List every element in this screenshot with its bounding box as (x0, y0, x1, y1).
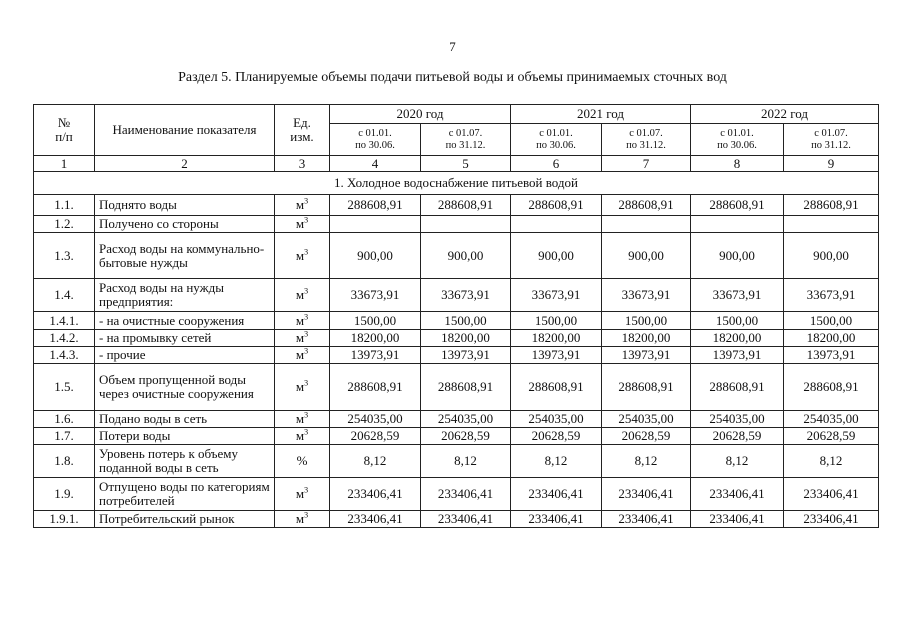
row-number: 1.9.1. (34, 511, 95, 528)
value-cell: 13973,91 (330, 347, 421, 364)
indicator-name: Расход воды на коммунально-бытовые нужды (95, 233, 275, 279)
value-cell: 900,00 (511, 233, 602, 279)
table-row (34, 347, 879, 364)
indicator-name: Подано воды в сеть (95, 411, 275, 428)
unit-superscript: 3 (304, 312, 309, 322)
unit-cell (275, 445, 330, 478)
value-cell: 233406,41 (691, 478, 784, 511)
indicator-name: Потери воды (95, 428, 275, 445)
value-cell: 1500,00 (330, 312, 421, 330)
value-cell: 33673,91 (691, 279, 784, 312)
value-cell: 1500,00 (602, 312, 691, 330)
unit-text: м (295, 330, 305, 345)
value-cell: 33673,91 (511, 279, 602, 312)
unit-superscript: 3 (304, 286, 309, 296)
row-number: 1.6. (34, 411, 95, 428)
unit-superscript: 3 (304, 378, 309, 388)
value-cell: 13973,91 (784, 347, 879, 364)
value-cell: 233406,41 (330, 511, 421, 528)
unit-text: м (295, 379, 305, 394)
value-cell: 288608,91 (511, 195, 602, 216)
value-cell: 8,12 (602, 445, 691, 478)
value-cell: 254035,00 (511, 411, 602, 428)
unit-cell (275, 233, 330, 279)
indicator-name: Отпущено воды по категориям потребителей (95, 478, 275, 511)
table-body (34, 172, 879, 528)
header-name: Наименование показателя (95, 105, 275, 156)
section-row: 1. Холодное водоснабжение питьевой водой (34, 172, 879, 195)
value-cell: 233406,41 (511, 511, 602, 528)
value-cell: 20628,59 (691, 428, 784, 445)
value-cell: 288608,91 (784, 195, 879, 216)
row-number: 1.4. (34, 279, 95, 312)
value-cell: 18200,00 (784, 330, 879, 347)
unit-cell (275, 411, 330, 428)
table-row (34, 428, 879, 445)
indicator-name: Уровень потерь к объему поданной воды в сеть (95, 445, 275, 478)
unit-text: м (295, 411, 305, 426)
table-row (34, 445, 879, 478)
header-num: № п/п (34, 105, 95, 156)
indicator-name: - на очистные сооружения (95, 312, 275, 330)
value-cell: 8,12 (421, 445, 511, 478)
header-year-2020: 2020 год (330, 105, 511, 124)
value-cell: 8,12 (784, 445, 879, 478)
indicator-name: Получено со стороны (95, 216, 275, 233)
value-cell: 288608,91 (602, 364, 691, 411)
unit-superscript: 3 (304, 329, 309, 339)
value-cell: 20628,59 (784, 428, 879, 445)
value-cell: 288608,91 (330, 195, 421, 216)
indicator-name: Объем пропущенной воды через очистные сооружения (95, 364, 275, 411)
value-cell: 18200,00 (691, 330, 784, 347)
water-volume-table (33, 104, 879, 528)
header-unit: Ед. изм. (275, 105, 330, 156)
value-cell: 13973,91 (421, 347, 511, 364)
value-cell: 900,00 (602, 233, 691, 279)
unit-superscript: 3 (304, 510, 309, 520)
value-cell (602, 216, 691, 233)
value-cell: 233406,41 (421, 478, 511, 511)
value-cell: 1500,00 (421, 312, 511, 330)
value-cell: 18200,00 (421, 330, 511, 347)
row-number: 1.2. (34, 216, 95, 233)
value-cell: 254035,00 (691, 411, 784, 428)
section-title: Раздел 5. Планируемые объемы подачи питьевой воды и объемы принимаемых сточных вод (178, 70, 727, 85)
value-cell: 288608,91 (602, 195, 691, 216)
value-cell: 20628,59 (511, 428, 602, 445)
row-number: 1.4.2. (34, 330, 95, 347)
value-cell: 254035,00 (784, 411, 879, 428)
value-cell: 233406,41 (691, 511, 784, 528)
value-cell: 13973,91 (511, 347, 602, 364)
value-cell: 900,00 (691, 233, 784, 279)
value-cell: 233406,41 (784, 478, 879, 511)
indicator-name: Потребительский рынок (95, 511, 275, 528)
value-cell: 288608,91 (784, 364, 879, 411)
header-period: с 01.01. по 30.06. (691, 124, 784, 156)
table-row (34, 511, 879, 528)
value-cell: 233406,41 (602, 478, 691, 511)
header-period: с 01.01. по 30.06. (511, 124, 602, 156)
value-cell (784, 216, 879, 233)
value-cell: 18200,00 (330, 330, 421, 347)
row-number: 1.5. (34, 364, 95, 411)
unit-text: м (295, 486, 305, 501)
value-cell: 288608,91 (691, 195, 784, 216)
unit-cell (275, 195, 330, 216)
col-number: 7 (602, 156, 691, 172)
value-cell: 900,00 (421, 233, 511, 279)
unit-superscript: 3 (304, 410, 309, 420)
col-number: 4 (330, 156, 421, 172)
header-period: с 01.07. по 31.12. (602, 124, 691, 156)
value-cell: 233406,41 (330, 478, 421, 511)
unit-superscript: 3 (304, 427, 309, 437)
indicator-name: Поднято воды (95, 195, 275, 216)
value-cell: 288608,91 (421, 195, 511, 216)
unit-cell (275, 279, 330, 312)
value-cell: 233406,41 (511, 478, 602, 511)
header-year-2022: 2022 год (691, 105, 879, 124)
value-cell: 254035,00 (330, 411, 421, 428)
unit-superscript: 3 (304, 485, 309, 495)
unit-text: м (295, 216, 305, 231)
unit-cell (275, 428, 330, 445)
col-number: 6 (511, 156, 602, 172)
unit-cell (275, 216, 330, 233)
value-cell: 288608,91 (511, 364, 602, 411)
unit-cell (275, 330, 330, 347)
value-cell (511, 216, 602, 233)
table-row (34, 364, 879, 411)
value-cell: 13973,91 (691, 347, 784, 364)
value-cell: 20628,59 (602, 428, 691, 445)
row-number: 1.8. (34, 445, 95, 478)
unit-superscript: 3 (304, 346, 309, 356)
unit-superscript: 3 (304, 247, 309, 257)
table-row (34, 216, 879, 233)
value-cell: 13973,91 (602, 347, 691, 364)
unit-cell (275, 511, 330, 528)
indicator-name: Расход воды на нужды предприятия: (95, 279, 275, 312)
col-number: 9 (784, 156, 879, 172)
table-row (34, 312, 879, 330)
value-cell: 288608,91 (330, 364, 421, 411)
value-cell: 18200,00 (511, 330, 602, 347)
page-number: 7 (449, 39, 456, 54)
value-cell (421, 216, 511, 233)
value-cell: 8,12 (330, 445, 421, 478)
unit-text: м (295, 428, 305, 443)
table-row (34, 233, 879, 279)
table-row (34, 411, 879, 428)
unit-cell (275, 347, 330, 364)
col-number: 5 (421, 156, 511, 172)
unit-cell (275, 364, 330, 411)
unit-text: м (295, 287, 305, 302)
value-cell: 288608,91 (691, 364, 784, 411)
unit-superscript: 3 (304, 196, 309, 206)
col-number: 2 (95, 156, 275, 172)
col-number: 1 (34, 156, 95, 172)
unit-superscript: 3 (304, 215, 309, 225)
indicator-name: - на промывку сетей (95, 330, 275, 347)
value-cell: 33673,91 (421, 279, 511, 312)
value-cell: 900,00 (784, 233, 879, 279)
table-row (34, 330, 879, 347)
value-cell: 33673,91 (602, 279, 691, 312)
unit-text: м (295, 511, 305, 526)
value-cell: 288608,91 (421, 364, 511, 411)
value-cell: 254035,00 (602, 411, 691, 428)
indicator-name: - прочие (95, 347, 275, 364)
col-number: 8 (691, 156, 784, 172)
row-number: 1.4.1. (34, 312, 95, 330)
value-cell: 1500,00 (784, 312, 879, 330)
value-cell: 233406,41 (784, 511, 879, 528)
value-cell: 254035,00 (421, 411, 511, 428)
row-number: 1.1. (34, 195, 95, 216)
value-cell: 233406,41 (602, 511, 691, 528)
value-cell: 20628,59 (421, 428, 511, 445)
table-row (34, 195, 879, 216)
header-period: с 01.07. по 31.12. (421, 124, 511, 156)
value-cell: 8,12 (691, 445, 784, 478)
unit-cell (275, 312, 330, 330)
value-cell: 18200,00 (602, 330, 691, 347)
col-number: 3 (275, 156, 330, 172)
value-cell: 1500,00 (691, 312, 784, 330)
unit-text: м (295, 347, 305, 362)
value-cell: 233406,41 (421, 511, 511, 528)
value-cell: 33673,91 (784, 279, 879, 312)
header-period: с 01.07. по 31.12. (784, 124, 879, 156)
value-cell: 1500,00 (511, 312, 602, 330)
value-cell: 20628,59 (330, 428, 421, 445)
unit-text: м (295, 312, 305, 328)
header-year-2021: 2021 год (511, 105, 691, 124)
row-number: 1.9. (34, 478, 95, 511)
unit-text: м (295, 197, 305, 212)
table-row (34, 279, 879, 312)
table-row (34, 478, 879, 511)
header-period: с 01.01. по 30.06. (330, 124, 421, 156)
unit-cell (275, 478, 330, 511)
value-cell: 900,00 (330, 233, 421, 279)
value-cell: 33673,91 (330, 279, 421, 312)
value-cell (691, 216, 784, 233)
unit-text: м (295, 247, 305, 263)
value-cell (330, 216, 421, 233)
unit-text: % (296, 453, 308, 468)
row-number: 1.7. (34, 428, 95, 445)
row-number: 1.4.3. (34, 347, 95, 364)
value-cell: 8,12 (511, 445, 602, 478)
row-number: 1.3. (34, 233, 95, 279)
